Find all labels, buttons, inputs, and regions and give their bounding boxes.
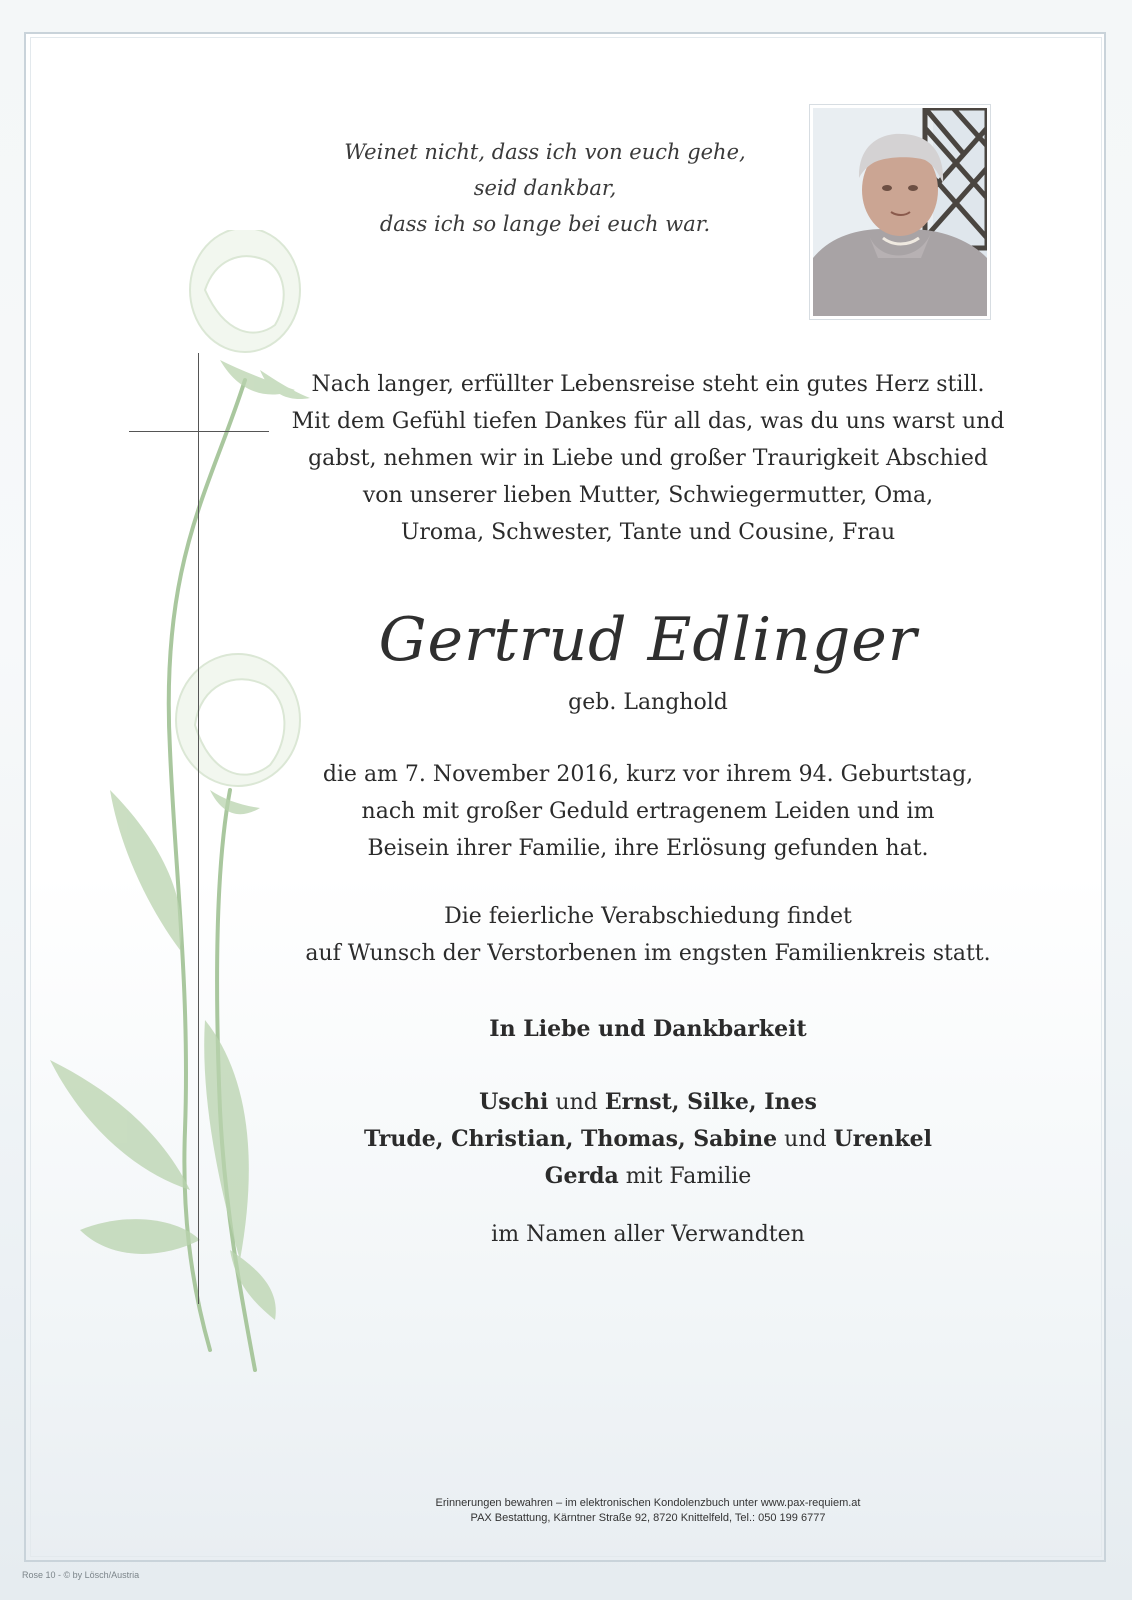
intro-line: gabst, nehmen wir in Liebe und großer Traurigkeit Abschied xyxy=(308,446,988,471)
family-name: Gerda xyxy=(544,1163,619,1189)
intro-text xyxy=(290,366,1006,551)
death-line: Beisein ihrer Familie, ihre Erlösung gefunden hat. xyxy=(367,836,929,861)
quote xyxy=(330,134,760,242)
family-name: Ernst, Silke, Ines xyxy=(604,1089,817,1115)
death-text xyxy=(290,756,1006,867)
cross-icon xyxy=(198,353,199,1304)
footer xyxy=(290,1496,1006,1526)
family-line xyxy=(290,1158,1006,1195)
cross-crossbar xyxy=(129,431,269,432)
quote-line: seid dankbar, xyxy=(473,176,617,200)
intro-line: von unserer lieben Mutter, Schwiegermutter, Oma, xyxy=(362,483,934,508)
ceremony-line: Die feierliche Verabschiedung findet xyxy=(444,904,852,929)
intro-line: Mit dem Gefühl tiefen Dankes für all das, was du uns warst und xyxy=(291,409,1005,434)
quote-line: Weinet nicht, dass ich von euch gehe, xyxy=(344,140,746,164)
intro-line: Nach langer, erfüllter Lebensreise steht ein gutes Herz still. xyxy=(311,372,985,397)
portrait-photo xyxy=(809,104,991,320)
quote-line: dass ich so lange bei euch war. xyxy=(379,212,711,236)
family-signatures xyxy=(290,1084,1006,1195)
maiden-name: geb. Langhold xyxy=(568,690,728,715)
family-name: Uschi xyxy=(479,1089,549,1115)
portrait-photo-icon xyxy=(813,108,987,316)
closing-text: In Liebe und Dankbarkeit xyxy=(489,1016,807,1042)
family-connector: und xyxy=(555,1090,598,1115)
family-name: Trude, Christian, Thomas, Sabine xyxy=(364,1126,778,1152)
intro-line: Uroma, Schwester, Tante und Cousine, Frau xyxy=(400,520,896,545)
family-connector: und xyxy=(784,1127,827,1152)
death-line: die am 7. November 2016, kurz vor ihrem 94. Geburtstag, xyxy=(322,762,974,787)
family-connector: mit Familie xyxy=(625,1164,752,1189)
ceremony-line: auf Wunsch der Verstorbenen im engsten Familienkreis statt. xyxy=(305,941,991,966)
family-line xyxy=(290,1121,1006,1158)
family-name: Urenkel xyxy=(833,1126,932,1152)
footer-line: PAX Bestattung, Kärntner Straße 92, 8720 Knittelfeld, Tel.: 050 199 6777 xyxy=(470,1512,826,1524)
death-line: nach mit großer Geduld ertragenem Leiden und im xyxy=(361,799,935,824)
footer-line: Erinnerungen bewahren – im elektronischen Kondolenzbuch unter www.pax-requiem.at xyxy=(435,1497,861,1509)
image-credit: Rose 10 - © by Lösch/Austria xyxy=(22,1570,140,1580)
relatives-text: im Namen aller Verwandten xyxy=(491,1222,805,1247)
deceased-name: Gertrud Edlinger xyxy=(378,605,918,675)
family-line xyxy=(290,1084,1006,1121)
ceremony-text xyxy=(290,898,1006,972)
